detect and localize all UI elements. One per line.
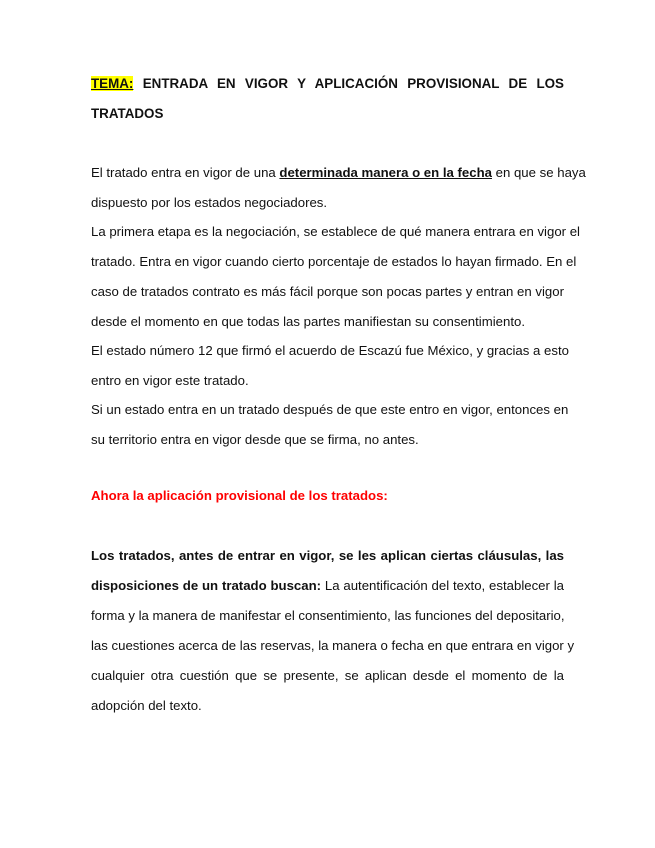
paragraph-line: las cuestiones acerca de las reservas, la manera o fecha en que entrara en vigor y <box>91 638 575 653</box>
paragraph-line: caso de tratados contrato es más fácil porque son pocas partes y entran en vigor <box>91 284 564 299</box>
title-text: ENTRADA EN VIGOR Y APLICACIÓN PROVISIONAL DE LOS <box>142 76 564 91</box>
section-heading <box>91 481 564 511</box>
paragraph-line: entro en vigor este tratado. <box>91 373 249 388</box>
tema-label: TEMA: <box>91 76 134 91</box>
text-run: El tratado entra en vigor de una <box>91 165 276 180</box>
paragraph-line: forma y la manera de manifestar el consentimiento, las funciones del depositario, <box>91 608 565 623</box>
paragraph-line: adopción del texto. <box>91 698 202 713</box>
paragraph-line <box>91 158 586 188</box>
emphasis-text: determinada manera o en la fecha <box>279 165 492 180</box>
paragraph-3 <box>91 336 569 396</box>
paragraph-line: cualquier otra cuestión que se presente, se aplican desde el momento de la <box>91 668 564 683</box>
emphasis-text: disposiciones de un tratado buscan: <box>91 578 322 593</box>
paragraph-5 <box>91 541 575 721</box>
section-heading-text: Ahora la aplicación provisional de los tratados: <box>91 488 388 503</box>
paragraph-line: El estado número 12 que firmó el acuerdo de Escazú fue México, y gracias a esto <box>91 343 569 358</box>
paragraph-4 <box>91 395 569 455</box>
title-line-2: TRATADOS <box>91 106 164 121</box>
paragraph-line: Los tratados, antes de entrar en vigor, se les aplican ciertas cláusulas, las <box>91 548 564 563</box>
text-run: La autentificación del texto, establecer la <box>324 578 564 593</box>
paragraph-line: tratado. Entra en vigor cuando cierto porcentaje de estados lo hayan firmado. En el <box>91 254 577 269</box>
document-title <box>91 69 564 129</box>
title-line-1 <box>91 69 564 99</box>
text-run: en que se haya <box>495 165 586 180</box>
paragraph-line: desde el momento en que todas las partes manifiestan su consentimiento. <box>91 314 525 329</box>
paragraph-line <box>91 571 564 601</box>
paragraph-line: dispuesto por los estados negociadores. <box>91 195 328 210</box>
paragraph-line: La primera etapa es la negociación, se establece de qué manera entrara en vigor el <box>91 224 580 239</box>
paragraph-1 <box>91 158 586 218</box>
paragraph-line: su territorio entra en vigor desde que se firma, no antes. <box>91 432 419 447</box>
paragraph-2 <box>91 217 580 337</box>
paragraph-line: Si un estado entra en un tratado después de que este entro en vigor, entonces en <box>91 402 569 417</box>
